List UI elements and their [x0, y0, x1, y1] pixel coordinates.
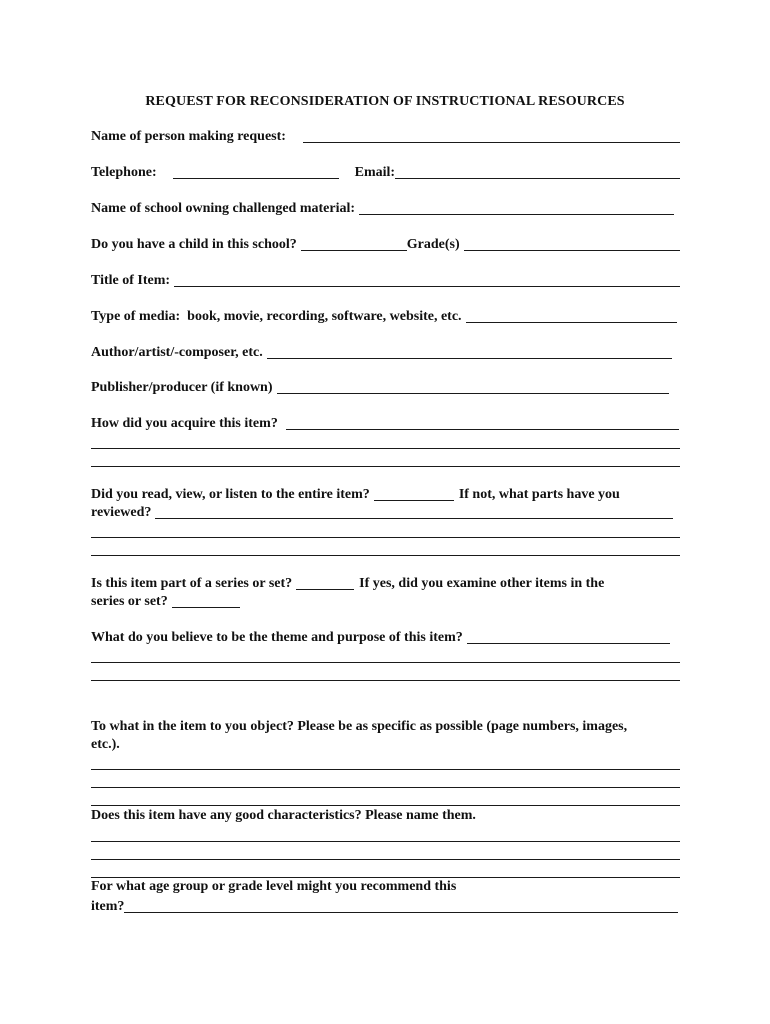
name-label: Name of person making request:: [91, 129, 286, 144]
series-set-field[interactable]: [172, 593, 240, 608]
school-row: [91, 198, 674, 218]
series-field[interactable]: [296, 575, 354, 590]
acquire-field[interactable]: [286, 415, 679, 430]
theme-field[interactable]: [467, 629, 670, 644]
contact-row: [91, 162, 680, 182]
author-row: [91, 342, 672, 362]
author-label: Author/artist/-composer, etc.: [91, 345, 263, 360]
age-field[interactable]: [124, 898, 678, 913]
object-label-1: To what in the item to you object? Please be as specific as possible (page numbers, images,: [91, 719, 628, 734]
series-ifyes-label: If yes, did you examine other items in the: [359, 576, 605, 591]
object-label-2: etc.).: [91, 737, 120, 752]
age-label-2: item?: [91, 899, 125, 914]
theme-label: What do you believe to be the theme and purpose of this item?: [91, 630, 463, 645]
media-label: Type of media: book, movie, recording, software, website, etc.: [91, 309, 462, 324]
good-line-1[interactable]: [91, 841, 680, 842]
reviewed-line-3[interactable]: [91, 555, 680, 556]
reviewed-line-2[interactable]: [91, 537, 680, 538]
child-label: Do you have a child in this school?: [91, 237, 297, 252]
form-title: REQUEST FOR RECONSIDERATION OF INSTRUCTIONAL RESOURCES: [145, 94, 625, 109]
age-row: [91, 896, 678, 916]
read-ifnot-label: If not, what parts have you: [458, 487, 620, 502]
read-label: Did you read, view, or listen to the entire item?: [91, 487, 370, 502]
name-field[interactable]: [303, 128, 680, 143]
grade-label: Grade(s): [406, 237, 460, 252]
reviewed-label: reviewed?: [91, 505, 152, 520]
series-set-row: [91, 591, 291, 611]
child-row: [91, 234, 680, 254]
title-item-field[interactable]: [174, 272, 680, 287]
object-line-2[interactable]: [91, 787, 680, 788]
theme-row: [91, 627, 670, 647]
child-field[interactable]: [301, 236, 407, 251]
email-label: Email:: [354, 165, 396, 180]
acquire-line-3[interactable]: [91, 466, 680, 467]
title-item-label: Title of Item:: [91, 273, 171, 288]
publisher-field[interactable]: [277, 379, 669, 394]
object-line-3[interactable]: [91, 805, 680, 806]
media-field[interactable]: [466, 308, 677, 323]
reviewed-row: [91, 502, 673, 522]
series-set-label: series or set?: [91, 594, 168, 609]
good-line-2[interactable]: [91, 859, 680, 860]
theme-line-3[interactable]: [91, 680, 680, 681]
object-line-1[interactable]: [91, 769, 680, 770]
school-label: Name of school owning challenged material:: [91, 201, 356, 216]
acquire-row: [91, 413, 679, 433]
series-row: [91, 573, 651, 593]
telephone-field[interactable]: [173, 164, 339, 179]
email-field[interactable]: [395, 164, 680, 179]
grade-field[interactable]: [464, 236, 680, 251]
read-row: [91, 484, 661, 504]
author-field[interactable]: [267, 344, 672, 359]
acquire-line-2[interactable]: [91, 448, 680, 449]
series-label: Is this item part of a series or set?: [91, 576, 293, 591]
title-item-row: [91, 270, 680, 290]
publisher-row: [91, 377, 669, 397]
acquire-label: How did you acquire this item?: [91, 416, 278, 431]
reviewed-field[interactable]: [155, 504, 673, 519]
read-field[interactable]: [374, 486, 454, 501]
name-row: [91, 126, 680, 146]
telephone-label: Telephone:: [91, 165, 157, 180]
publisher-label: Publisher/producer (if known): [91, 380, 273, 395]
theme-line-2[interactable]: [91, 662, 680, 663]
age-label-1: For what age group or grade level might you recommend this: [91, 879, 457, 894]
good-label: Does this item have any good characteristics? Please name them.: [91, 808, 476, 823]
media-row: [91, 306, 677, 326]
good-question: [91, 807, 680, 825]
object-question: [91, 718, 680, 754]
age-question: [91, 878, 680, 896]
school-field[interactable]: [359, 200, 674, 215]
